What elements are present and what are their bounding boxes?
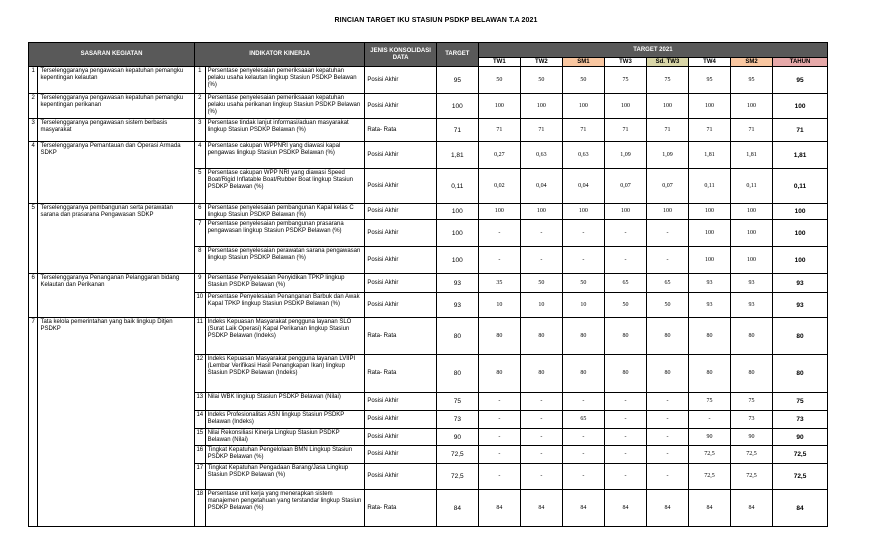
indikator-number: 7 (195, 220, 206, 247)
jenis-konsolidasi: Posisi Akhir (365, 464, 436, 490)
indikator-kinerja: Persentase cakupan WPP NRI yang diawasi Speed Boat/Rigid Inflatable Boat/Rubber Boat lingkup Stasiun PSDKP Belawan (%) (205, 169, 365, 204)
sasaran-number: 1 (29, 67, 38, 94)
value-tw2: 0,63 (520, 142, 562, 169)
value-tw1: 80 (478, 318, 520, 355)
indikator-kinerja: Persentase cakupan WPPNRI yang diawasi kapal pengawas lingkup Stasiun PSDKP Belawan (%) (205, 142, 365, 169)
indikator-number: 9 (195, 274, 206, 293)
value-tw1: 35 (478, 274, 520, 293)
header-target-2021: TARGET 2021 (478, 43, 827, 58)
jenis-konsolidasi: Posisi Akhir (365, 393, 436, 411)
value-sd-tw3: - (646, 446, 688, 464)
sasaran-number: 7 (29, 318, 38, 527)
header-tw3: TW3 (604, 58, 646, 67)
header-sasaran: SASARAN KEGIATAN (29, 43, 195, 67)
indikator-kinerja: Indeks Profesionalitas ASN lingkup Stasiun PSDKP Belawan (Indeks) (205, 411, 365, 429)
indikator-number: 2 (195, 94, 206, 119)
value-sd-tw3: 50 (646, 293, 688, 318)
target-value: 1,81 (436, 142, 478, 169)
jenis-konsolidasi: Posisi Akhir (365, 247, 436, 274)
value-sm2: 73 (731, 411, 773, 429)
value-sm1: - (562, 393, 604, 411)
header-sm2: SM2 (731, 58, 773, 67)
value-sm2: 93 (731, 274, 773, 293)
value-tw4: 75 (689, 393, 731, 411)
indikator-number: 6 (195, 204, 206, 220)
value-tw3: - (604, 393, 646, 411)
indikator-number: 17 (195, 464, 206, 490)
jenis-konsolidasi: Posisi Akhir (365, 446, 436, 464)
indikator-kinerja: Persentase penyelesaian perawatan sarana pengawasan lingkup Stasiun PSDKP Belawan (%) (205, 247, 365, 274)
indikator-kinerja: Persentase penyelesaian pemeriksaaan kepatuhan pelaku usaha perikanan lingkup Stasiun PSDKP Belawan (%) (205, 94, 365, 119)
value-tw3: 1,09 (604, 142, 646, 169)
table-row (29, 119, 828, 142)
jenis-konsolidasi: Posisi Akhir (365, 94, 436, 119)
value-sm2: 100 (731, 94, 773, 119)
value-tw3: - (604, 411, 646, 429)
value-sm1: - (562, 446, 604, 464)
sasaran-kegiatan: Terselenggaranya pengawasan kepatuhan pemangku kepentingan perikanan (38, 94, 195, 119)
value-tw4: 100 (689, 94, 731, 119)
target-value: 93 (436, 274, 478, 293)
sasaran-number: 3 (29, 119, 38, 142)
value-tahun: 80 (773, 318, 828, 355)
value-sm1: 84 (562, 490, 604, 527)
jenis-konsolidasi: Posisi Akhir (365, 274, 436, 293)
table-row (29, 94, 828, 119)
value-tahun: 90 (773, 429, 828, 446)
value-tahun: 72,5 (773, 446, 828, 464)
value-sm2: 0,11 (731, 169, 773, 204)
value-tw3: 80 (604, 318, 646, 355)
value-sm1: - (562, 464, 604, 490)
value-sm1: 100 (562, 94, 604, 119)
indikator-kinerja: Persentase penyelesaian pembangunan Kapal kelas C lingkup Stasiun PSDKP Belawan (%) (205, 204, 365, 220)
value-sd-tw3: 71 (646, 119, 688, 142)
value-tw3: 100 (604, 204, 646, 220)
value-tahun: 100 (773, 204, 828, 220)
value-tahun: 0,11 (773, 169, 828, 204)
value-tw4: 84 (689, 490, 731, 527)
value-tw1: - (478, 464, 520, 490)
indikator-number: 3 (195, 119, 206, 142)
value-tahun: 73 (773, 411, 828, 429)
indikator-number: 14 (195, 411, 206, 429)
table-row (29, 204, 828, 220)
value-tw3: 50 (604, 293, 646, 318)
value-tw4: 0,11 (689, 169, 731, 204)
value-tw3: 100 (604, 94, 646, 119)
value-sm1: 71 (562, 119, 604, 142)
value-sd-tw3: - (646, 247, 688, 274)
target-value: 93 (436, 293, 478, 318)
header-indikator: INDIKATOR KINERJA (195, 43, 365, 67)
indikator-kinerja: Indeks Kepuasan Masyarakat pengguna layanan SLO (Surat Laik Operasi) Kapal Perikanan lingkup Stasiun PSDKP Belawan (Indeks) (205, 318, 365, 355)
value-sm1: 10 (562, 293, 604, 318)
value-tw2: 100 (520, 94, 562, 119)
value-tahun: 1,81 (773, 142, 828, 169)
sasaran-kegiatan: Terselenggaranya Pemantauan dan Operasi Armada SDKP (38, 142, 195, 204)
value-sm2: 93 (731, 293, 773, 318)
indikator-number: 10 (195, 293, 206, 318)
value-tw1: - (478, 247, 520, 274)
target-value: 100 (436, 220, 478, 247)
jenis-konsolidasi: Rata- Rata (365, 318, 436, 355)
table-row (29, 142, 828, 169)
indikator-number: 5 (195, 169, 206, 204)
jenis-konsolidasi: Posisi Akhir (365, 204, 436, 220)
value-tahun: 100 (773, 94, 828, 119)
indikator-number: 15 (195, 429, 206, 446)
indikator-kinerja: Indeks Kepuasan Masyarakat pengguna layanan LVIIPI (Lembar Verifikasi Hasil Penangkapan Ikan) lingkup Stasiun PSDKP Belawan (Indeks) (205, 355, 365, 393)
table-row (29, 318, 828, 355)
indikator-number: 13 (195, 393, 206, 411)
value-sm2: 75 (731, 393, 773, 411)
jenis-konsolidasi: Rata- Rata (365, 355, 436, 393)
value-tw4: 71 (689, 119, 731, 142)
value-tahun: 80 (773, 355, 828, 393)
value-tw2: 50 (520, 67, 562, 94)
iku-target-table (28, 42, 828, 527)
value-tw3: - (604, 220, 646, 247)
target-value: 73 (436, 411, 478, 429)
value-sm1: - (562, 429, 604, 446)
value-tw1: 80 (478, 355, 520, 393)
value-sd-tw3: 65 (646, 274, 688, 293)
jenis-konsolidasi: Posisi Akhir (365, 169, 436, 204)
value-tw1: - (478, 411, 520, 429)
indikator-kinerja: Nilai WBK lingkup Stasiun PSDKP Belawan (Nilai) (205, 393, 365, 411)
value-tw4: 80 (689, 318, 731, 355)
indikator-number: 1 (195, 67, 206, 94)
indikator-kinerja: Persentase Penyelesaian Penanganan Barbuk dan Awak Kapal TPKP lingkup Stasiun PSDKP Belawan (%) (205, 293, 365, 318)
value-tahun: 75 (773, 393, 828, 411)
value-sm2: 1,81 (731, 142, 773, 169)
value-tw2: - (520, 393, 562, 411)
value-sd-tw3: - (646, 429, 688, 446)
value-sm1: 50 (562, 67, 604, 94)
value-tw4: 72,5 (689, 464, 731, 490)
value-tw2: 10 (520, 293, 562, 318)
value-tw1: 0,02 (478, 169, 520, 204)
value-sm1: - (562, 247, 604, 274)
table-row (29, 67, 828, 94)
value-tw2: 80 (520, 318, 562, 355)
indikator-kinerja: Persentase penyelesaian pemeriksaaan kepatuhan pelaku usaha kelautan lingkup Stasiun PSDKP Belawan (%) (205, 67, 365, 94)
value-tahun: 93 (773, 293, 828, 318)
sasaran-kegiatan: Terselenggaranya pengawasan sistem berbasis masyarakat (38, 119, 195, 142)
sasaran-kegiatan: Terselenggaranya Penanganan Pelanggaran bidang Kelautan dan Perikanan (38, 274, 195, 318)
header-tw1: TW1 (478, 58, 520, 67)
value-sm2: 72,5 (731, 464, 773, 490)
value-tw1: 10 (478, 293, 520, 318)
value-tw4: 100 (689, 247, 731, 274)
value-sm1: 0,63 (562, 142, 604, 169)
value-tw2: 84 (520, 490, 562, 527)
target-value: 72,5 (436, 446, 478, 464)
target-value: 100 (436, 94, 478, 119)
header-jenis-konsolidasi: JENIS KONSOLIDASI DATA (365, 43, 436, 67)
jenis-konsolidasi: Rata- Rata (365, 490, 436, 527)
header-sd-tw3: Sd. TW3 (646, 58, 688, 67)
sasaran-number: 6 (29, 274, 38, 318)
document-title: RINCIAN TARGET IKU STASIUN PSDKP BELAWAN T.A 2021 (334, 17, 538, 24)
value-tw4: 93 (689, 293, 731, 318)
value-tw3: 71 (604, 119, 646, 142)
value-sm2: 71 (731, 119, 773, 142)
target-value: 90 (436, 429, 478, 446)
sasaran-kegiatan: Terselenggaranya pembangunan serta perawatan sarana dan prasarana Pengawasan SDKP (38, 204, 195, 274)
target-value: 75 (436, 393, 478, 411)
value-sm2: 72,5 (731, 446, 773, 464)
value-sm2: 95 (731, 67, 773, 94)
target-value: 95 (436, 67, 478, 94)
jenis-konsolidasi: Posisi Akhir (365, 293, 436, 318)
indikator-kinerja: Tingkat Kepatuhan Pengelolaan BMN Lingkup Stasiun PSDKP Belawan (%) (205, 446, 365, 464)
value-tw1: 50 (478, 67, 520, 94)
value-tw3: 80 (604, 355, 646, 393)
value-tw3: - (604, 429, 646, 446)
table-body (29, 67, 828, 527)
sasaran-kegiatan: Tata kelola pemerintahan yang baik lingkup Ditjen PSDKP (38, 318, 195, 527)
header-target: TARGET (436, 43, 478, 67)
value-sd-tw3: - (646, 393, 688, 411)
value-tw2: - (520, 220, 562, 247)
value-tw3: 0,07 (604, 169, 646, 204)
value-tw2: - (520, 446, 562, 464)
value-tw4: 100 (689, 220, 731, 247)
header-tahun: TAHUN (773, 58, 828, 67)
value-tw4: - (689, 411, 731, 429)
indikator-number: 11 (195, 318, 206, 355)
value-tahun: 84 (773, 490, 828, 527)
value-sm1: 80 (562, 355, 604, 393)
value-tw4: 1,81 (689, 142, 731, 169)
value-tw1: - (478, 429, 520, 446)
indikator-kinerja: Tingkat Kepatuhan Pengadaan Barang/Jasa Lingkup Stasiun PSDKP Belawan (%) (205, 464, 365, 490)
value-sm2: 100 (731, 220, 773, 247)
jenis-konsolidasi: Posisi Akhir (365, 429, 436, 446)
target-value: 0,11 (436, 169, 478, 204)
value-sd-tw3: 100 (646, 94, 688, 119)
value-tw1: 71 (478, 119, 520, 142)
value-tw4: 72,5 (689, 446, 731, 464)
sasaran-kegiatan: Terselenggaranya pengawasan kepatuhan pemangku kepentingan kelautan (38, 67, 195, 94)
value-tahun: 71 (773, 119, 828, 142)
target-value: 100 (436, 204, 478, 220)
jenis-konsolidasi: Posisi Akhir (365, 220, 436, 247)
value-sd-tw3: - (646, 464, 688, 490)
value-tw1: - (478, 393, 520, 411)
target-value: 72,5 (436, 464, 478, 490)
value-tahun: 100 (773, 247, 828, 274)
value-sd-tw3: 80 (646, 318, 688, 355)
value-sm2: 80 (731, 318, 773, 355)
value-tw3: - (604, 247, 646, 274)
value-tw3: 65 (604, 274, 646, 293)
jenis-konsolidasi: Posisi Akhir (365, 411, 436, 429)
value-tw2: 80 (520, 355, 562, 393)
value-tw4: 93 (689, 274, 731, 293)
value-sd-tw3: 84 (646, 490, 688, 527)
jenis-konsolidasi: Posisi Akhir (365, 67, 436, 94)
indikator-kinerja: Persentase tindak lanjut informasi/aduan masyarakat lingkup Stasiun PSDKP Belawan (%) (205, 119, 365, 142)
value-tw2: 50 (520, 274, 562, 293)
target-value: 84 (436, 490, 478, 527)
value-tw4: 80 (689, 355, 731, 393)
value-sm2: 100 (731, 204, 773, 220)
value-sd-tw3: 0,07 (646, 169, 688, 204)
jenis-konsolidasi: Posisi Akhir (365, 142, 436, 169)
value-sd-tw3: 80 (646, 355, 688, 393)
value-sd-tw3: - (646, 411, 688, 429)
value-tw2: - (520, 464, 562, 490)
value-tw3: 84 (604, 490, 646, 527)
value-tw3: 75 (604, 67, 646, 94)
table-row (29, 274, 828, 293)
target-value: 71 (436, 119, 478, 142)
value-tw3: - (604, 464, 646, 490)
value-tw1: 0,27 (478, 142, 520, 169)
value-sm2: 90 (731, 429, 773, 446)
indikator-number: 18 (195, 490, 206, 527)
indikator-number: 12 (195, 355, 206, 393)
sasaran-number: 4 (29, 142, 38, 204)
sasaran-number: 2 (29, 94, 38, 119)
value-tw2: - (520, 411, 562, 429)
value-sm1: 100 (562, 204, 604, 220)
value-tw3: - (604, 446, 646, 464)
value-tw4: 90 (689, 429, 731, 446)
value-tw2: - (520, 247, 562, 274)
indikator-number: 16 (195, 446, 206, 464)
value-sm1: 80 (562, 318, 604, 355)
value-tw1: - (478, 446, 520, 464)
value-tahun: 100 (773, 220, 828, 247)
header-tw2: TW2 (520, 58, 562, 67)
indikator-kinerja: Persentase Penyelesaian Penyidikan TPKP lingkup Stasiun PSDKP Belawan (%) (205, 274, 365, 293)
value-tw2: 0,04 (520, 169, 562, 204)
value-sm1: 0,04 (562, 169, 604, 204)
target-value: 80 (436, 318, 478, 355)
indikator-kinerja: Persentase penyelesaian pembangunan prasarana pengawasan lingkup Stasiun PSDKP Belawan (%) (205, 220, 365, 247)
value-tw4: 100 (689, 204, 731, 220)
indikator-kinerja: Persentase unit kerja yang menerapkan sistem manajemen pengetahuan yang terstandar lingkup Stasiun PSDKP Belawan (%) (205, 490, 365, 527)
indikator-kinerja: Nilai Rekonsiliasi Kinerja Lingkup Stasiun PSDKP Belawan (Nilai) (205, 429, 365, 446)
value-sm1: 65 (562, 411, 604, 429)
value-tw1: 84 (478, 490, 520, 527)
value-tahun: 95 (773, 67, 828, 94)
value-tw1: - (478, 220, 520, 247)
indikator-number: 4 (195, 142, 206, 169)
value-sm2: 84 (731, 490, 773, 527)
value-tahun: 93 (773, 274, 828, 293)
value-tw2: - (520, 429, 562, 446)
value-tahun: 72,5 (773, 464, 828, 490)
sasaran-number: 5 (29, 204, 38, 274)
target-value: 100 (436, 247, 478, 274)
header-tw4: TW4 (689, 58, 731, 67)
value-sm2: 80 (731, 355, 773, 393)
value-sd-tw3: - (646, 220, 688, 247)
value-sm2: 100 (731, 247, 773, 274)
value-sd-tw3: 75 (646, 67, 688, 94)
value-tw2: 100 (520, 204, 562, 220)
indikator-number: 8 (195, 247, 206, 274)
value-tw1: 100 (478, 94, 520, 119)
value-sd-tw3: 1,09 (646, 142, 688, 169)
value-sd-tw3: 100 (646, 204, 688, 220)
value-sm1: - (562, 220, 604, 247)
target-value: 80 (436, 355, 478, 393)
value-sm1: 50 (562, 274, 604, 293)
value-tw1: 100 (478, 204, 520, 220)
header-sm1: SM1 (562, 58, 604, 67)
jenis-konsolidasi: Rata- Rata (365, 119, 436, 142)
value-tw2: 71 (520, 119, 562, 142)
value-tw4: 95 (689, 67, 731, 94)
